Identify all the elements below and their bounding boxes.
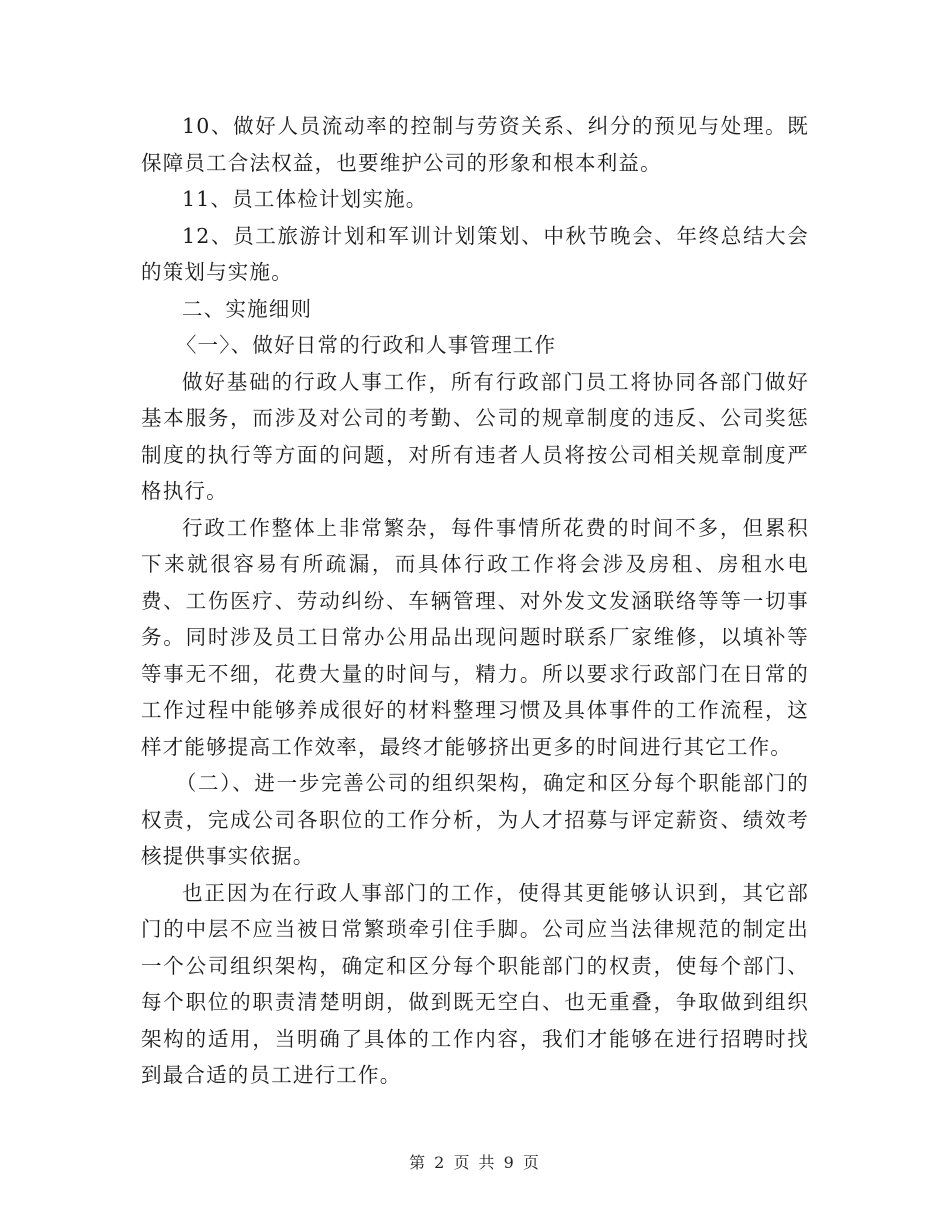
page-footer: 第 2 页 共 9 页 — [409, 1153, 541, 1172]
subsection-heading-2: （二）、进一步完善公司的组织架构，确定和区分每个职能部门的权责，完成公司各职位的工作分析，为人才招募与评定薪资、绩效考核提供事实依据。 — [141, 771, 809, 868]
paragraph-org-structure: 也正因为在行政人事部门的工作，使得其更能够认识到，其它部门的中层不应当被日常繁琐牵引住手脚。公司应当法律规范的制定出一个公司组织架构，确定和区分每个职能部门的权责，使每个部门、每个职位的职责清楚明朗，做到既无空白、也无重叠，争取做到组织架构的适用，当明确了具体的工作内容，我们才能够在进行招聘时找到最合适的员工进行工作。 — [141, 880, 809, 1087]
paragraph-admin-work: 行政工作整体上非常繁杂，每件事情所花费的时间不多，但累积下来就很容易有所疏漏，而具体行政工作将会涉及房租、房租水电费、工伤医疗、劳动纠纷、车辆管理、对外发文发涵联络等等一切事务。同时涉及员工日常办公用品出现问题时联系厂家维修，以填补等等事无不细，花费大量的时间与，精力。所以要求行政部门在日常的工作过程中能够养成很好的材料整理习惯及具体事件的工作流程，这样才能够提高工作效率，最终才能够挤出更多的时间进行其它工作。 — [141, 515, 809, 759]
section-heading: 二、实施细则 — [182, 296, 313, 321]
paragraph-item-12: 12、员工旅游计划和军训计划策划、中秋节晚会、年终总结大会的策划与实施。 — [141, 223, 809, 284]
paragraph-item-10: 10、做好人员流动率的控制与劳资关系、纠分的预见与处理。既保障员工合法权益，也要维护公司的形象和根本利益。 — [141, 114, 809, 175]
subsection-heading-1: 〈一〉、做好日常的行政和人事管理工作 — [175, 333, 557, 357]
paragraph-basic-work: 做好基础的行政人事工作，所有行政部门员工将协同各部门做好基本服务，而涉及对公司的考勤、公司的规章制度的违反、公司奖惩制度的执行等方面的问题，对所有违者人员将按公司相关规章制度严格执行。 — [141, 369, 809, 503]
document-body — [141, 108, 809, 1094]
paragraph-item-11: 11、员工体检计划实施。 — [182, 187, 428, 211]
